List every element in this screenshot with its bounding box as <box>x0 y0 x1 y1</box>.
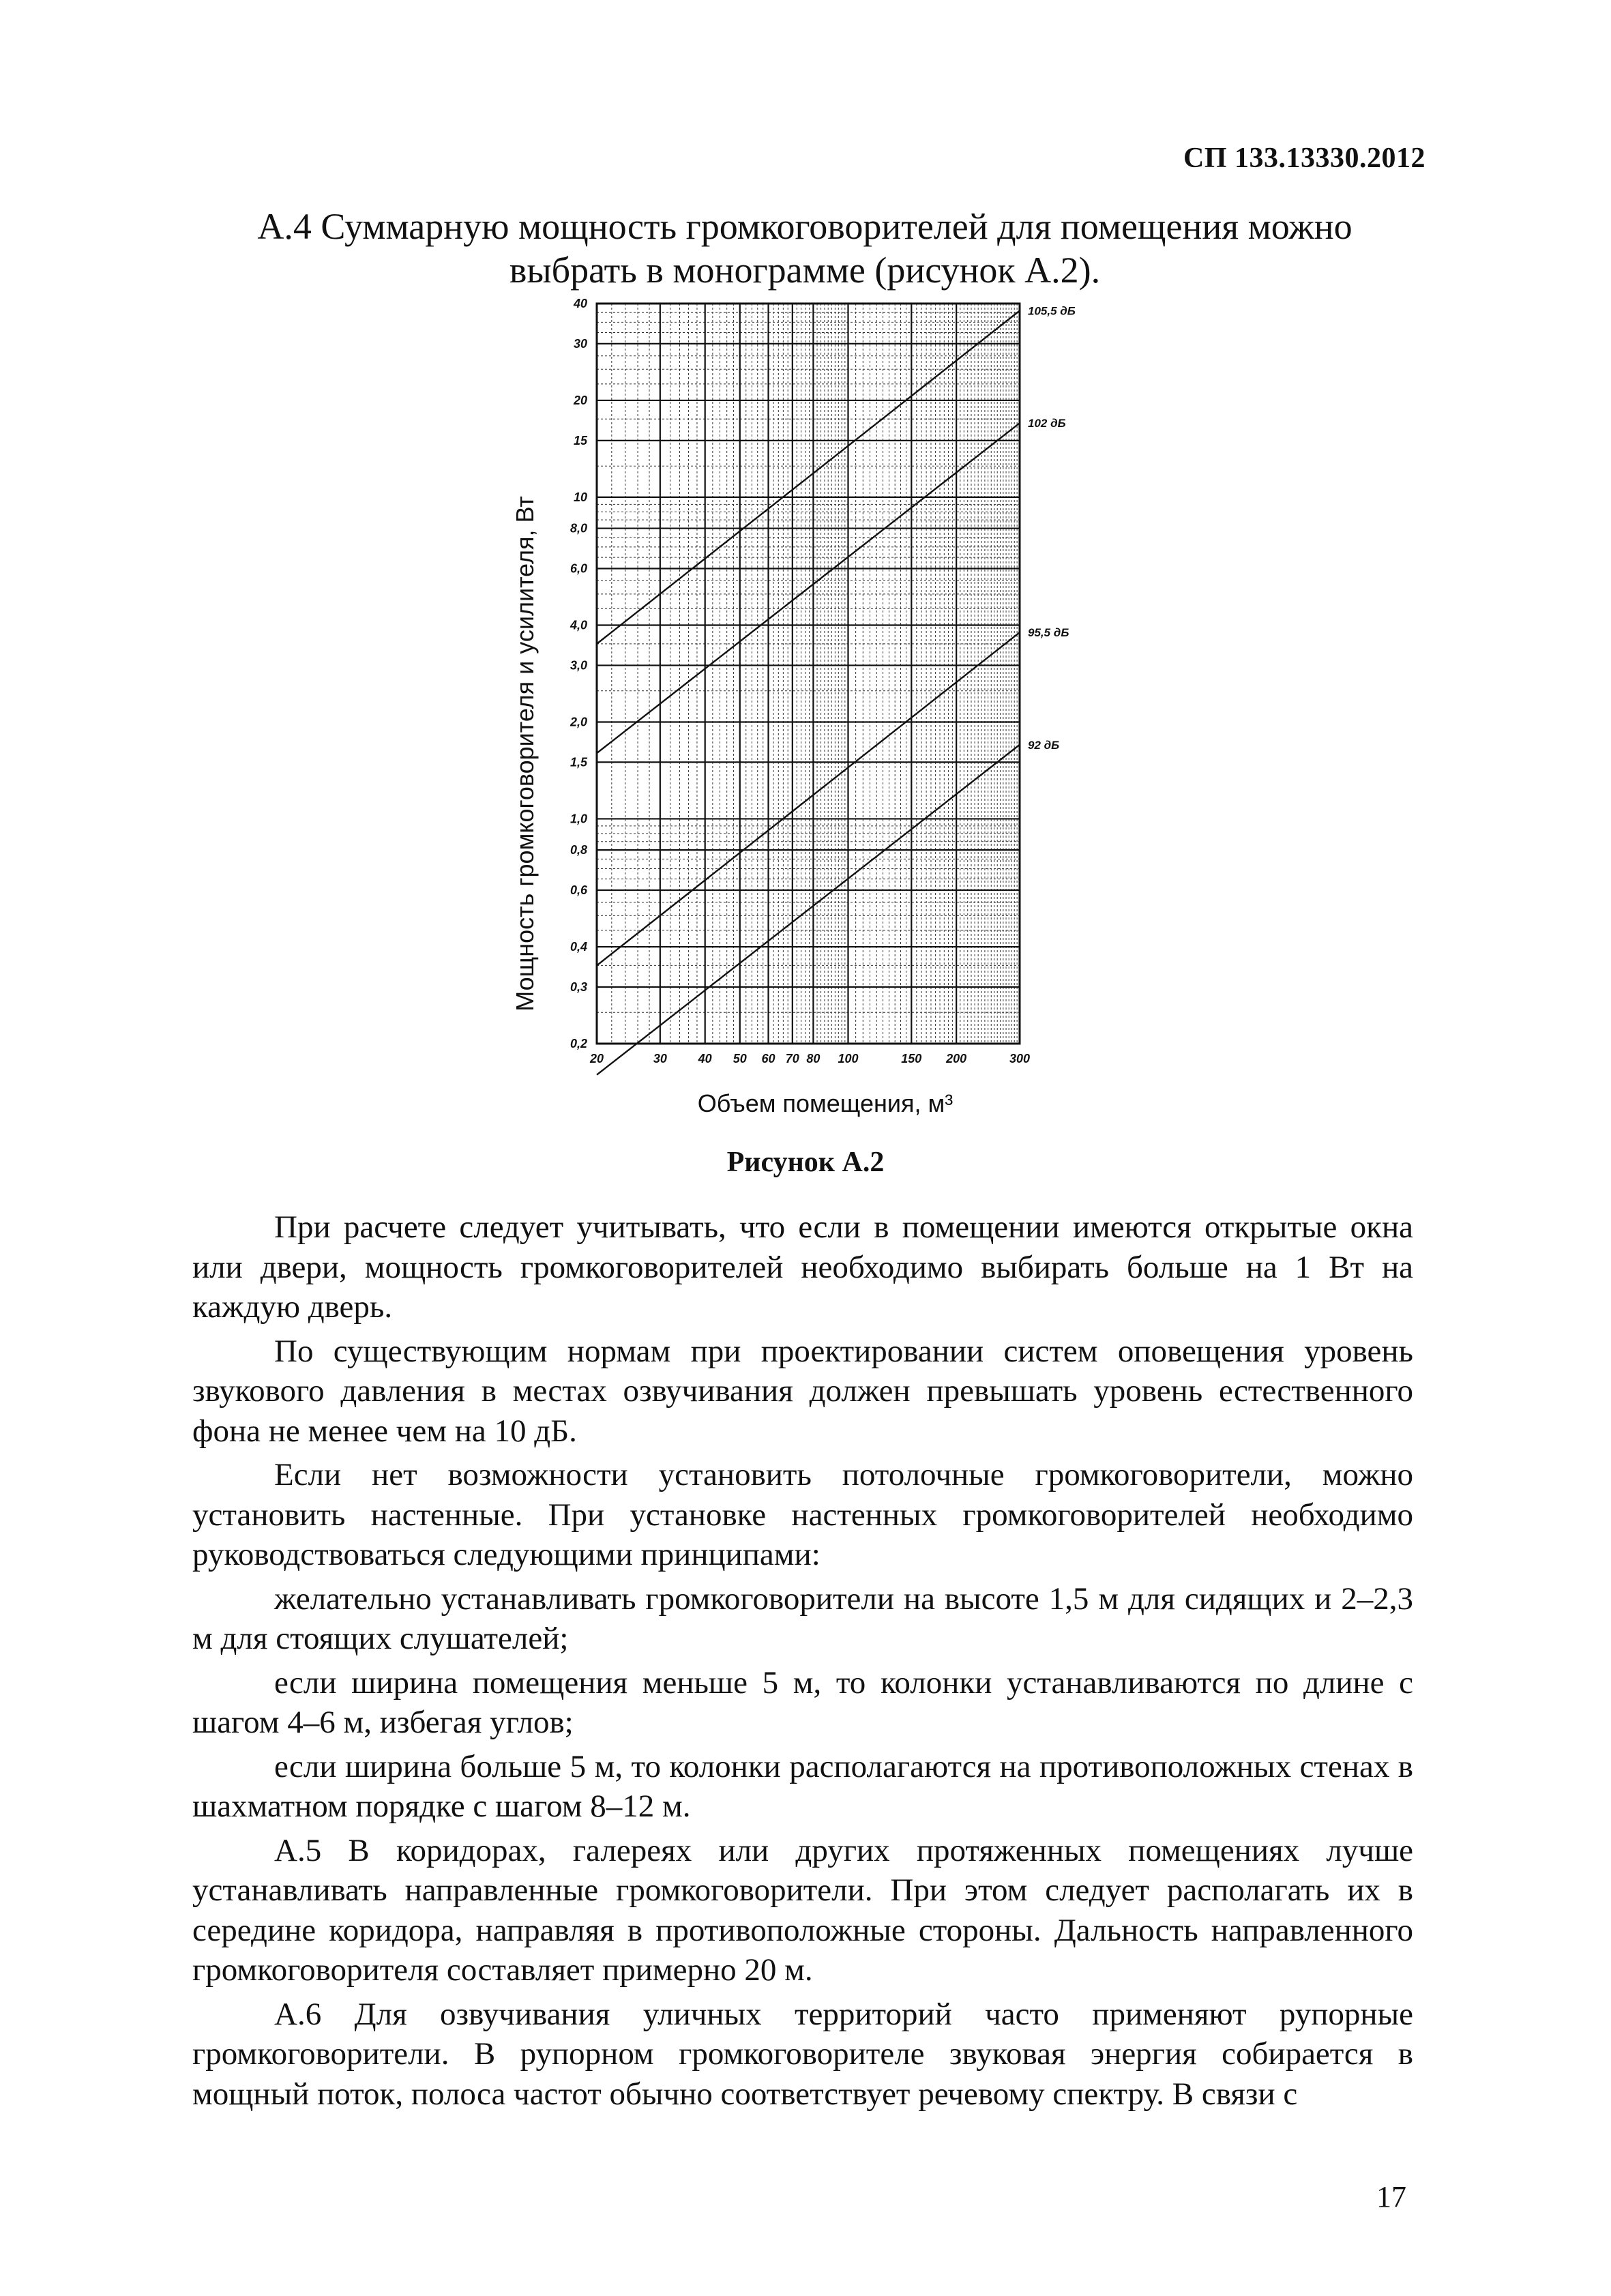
y-tick-label: 30 <box>573 336 587 351</box>
x-tick-label: 300 <box>1009 1052 1031 1065</box>
section-intro-text: А.4 Суммарную мощность громкоговорителей для помещения можно выбрать в монограмме (рисунок А.2). <box>257 206 1353 291</box>
series-label: 92 дБ <box>1028 738 1060 752</box>
page-number: 17 <box>1376 2180 1406 2213</box>
paragraph: если ширина больше 5 м, то колонки располагаются на противоположных стенах в шахматном порядке с шагом 8–12 м. <box>192 1748 1413 1824</box>
x-tick-label: 70 <box>785 1052 799 1065</box>
figure-caption: Рисунок А.2 <box>726 1147 885 1178</box>
paragraph: При расчете следует учитывать, что если в помещении имеются открытые окна или двери, мощность громкоговорителей необходимо выбирать больше на 1 Вт на каждую дверь. <box>192 1209 1413 1325</box>
x-tick-label: 150 <box>901 1052 922 1065</box>
body-text <box>192 1207 1413 2118</box>
y-tick-label: 0,2 <box>570 1037 587 1050</box>
x-tick-label: 100 <box>838 1052 859 1065</box>
x-tick-label: 40 <box>698 1052 712 1065</box>
y-tick-label: 15 <box>573 433 587 447</box>
x-tick-label: 60 <box>761 1052 775 1065</box>
y-tick-label: 8,0 <box>570 521 587 535</box>
x-tick-label: 200 <box>946 1052 967 1065</box>
chart-ticks <box>570 297 1030 1065</box>
y-axis-label: Мощность громкоговорителя и усилителя, Вт <box>511 496 539 1012</box>
y-tick-label: 6,0 <box>570 561 587 576</box>
y-tick-label: 4,0 <box>570 618 587 632</box>
y-tick-label: 10 <box>573 490 587 504</box>
x-tick-label: 30 <box>653 1052 667 1065</box>
y-tick-label: 20 <box>573 393 587 407</box>
paragraph: А.5 В коридорах, галереях или других протяженных помещениях лучше устанавливать направленные громкоговорители. При этом следует располагать их в середине коридора, направляя в противоположные стороны. Дальность направленного громкоговорителя составляет примерно 20 м. <box>192 1832 1413 1988</box>
document-code: СП 133.13330.2012 <box>1183 143 1425 174</box>
y-tick-label: 0,3 <box>570 980 587 994</box>
x-tick-label: 50 <box>733 1052 747 1065</box>
y-tick-label: 2,0 <box>570 715 587 729</box>
paragraph: если ширина помещения меньше 5 м, то колонки устанавливаются по длине с шагом 4–6 м, избегая углов; <box>192 1664 1413 1740</box>
y-tick-label: 0,6 <box>570 883 587 898</box>
x-axis-label: Объем помещения, м³ <box>697 1089 954 1117</box>
y-tick-label: 40 <box>573 297 587 310</box>
x-tick-label: 20 <box>589 1052 604 1065</box>
y-tick-label: 0,4 <box>570 940 587 954</box>
paragraph: Если нет возможности установить потолочные громкоговорители, можно установить настенные. При установке настенных громкоговорителей необходимо руководствоваться следующими принципами: <box>192 1457 1413 1572</box>
y-tick-label: 1,5 <box>570 755 587 769</box>
y-tick-label: 1,0 <box>570 812 587 826</box>
y-tick-label: 3,0 <box>570 658 587 673</box>
series-label: 95,5 дБ <box>1028 626 1069 640</box>
chart-grid <box>597 304 1020 1044</box>
series-label: 105,5 дБ <box>1028 304 1076 318</box>
paragraph: желательно устанавливать громкоговорители на высоте 1,5 м для сидящих и 2–2,3 м для стоящих слушателей; <box>192 1580 1413 1656</box>
chart-series <box>597 305 1076 1075</box>
paragraph: По существующим нормам при проектировании систем оповещения уровень звукового давления в местах озвучивания должен превышать уровень естественного фона не менее чем на 10 дБ. <box>192 1333 1413 1449</box>
series-label: 102 дБ <box>1028 417 1066 430</box>
nomogram-chart <box>505 290 1119 1122</box>
y-tick-label: 0,8 <box>570 843 587 857</box>
x-tick-label: 80 <box>806 1052 821 1065</box>
paragraph: А.6 Для озвучивания уличных территорий часто применяют рупорные громкоговорители. В рупорном громкоговорителе звуковая энергия собирается в мощный поток, полоса частот обычно соответствует речевому спектру. В связи с <box>192 1996 1413 2112</box>
